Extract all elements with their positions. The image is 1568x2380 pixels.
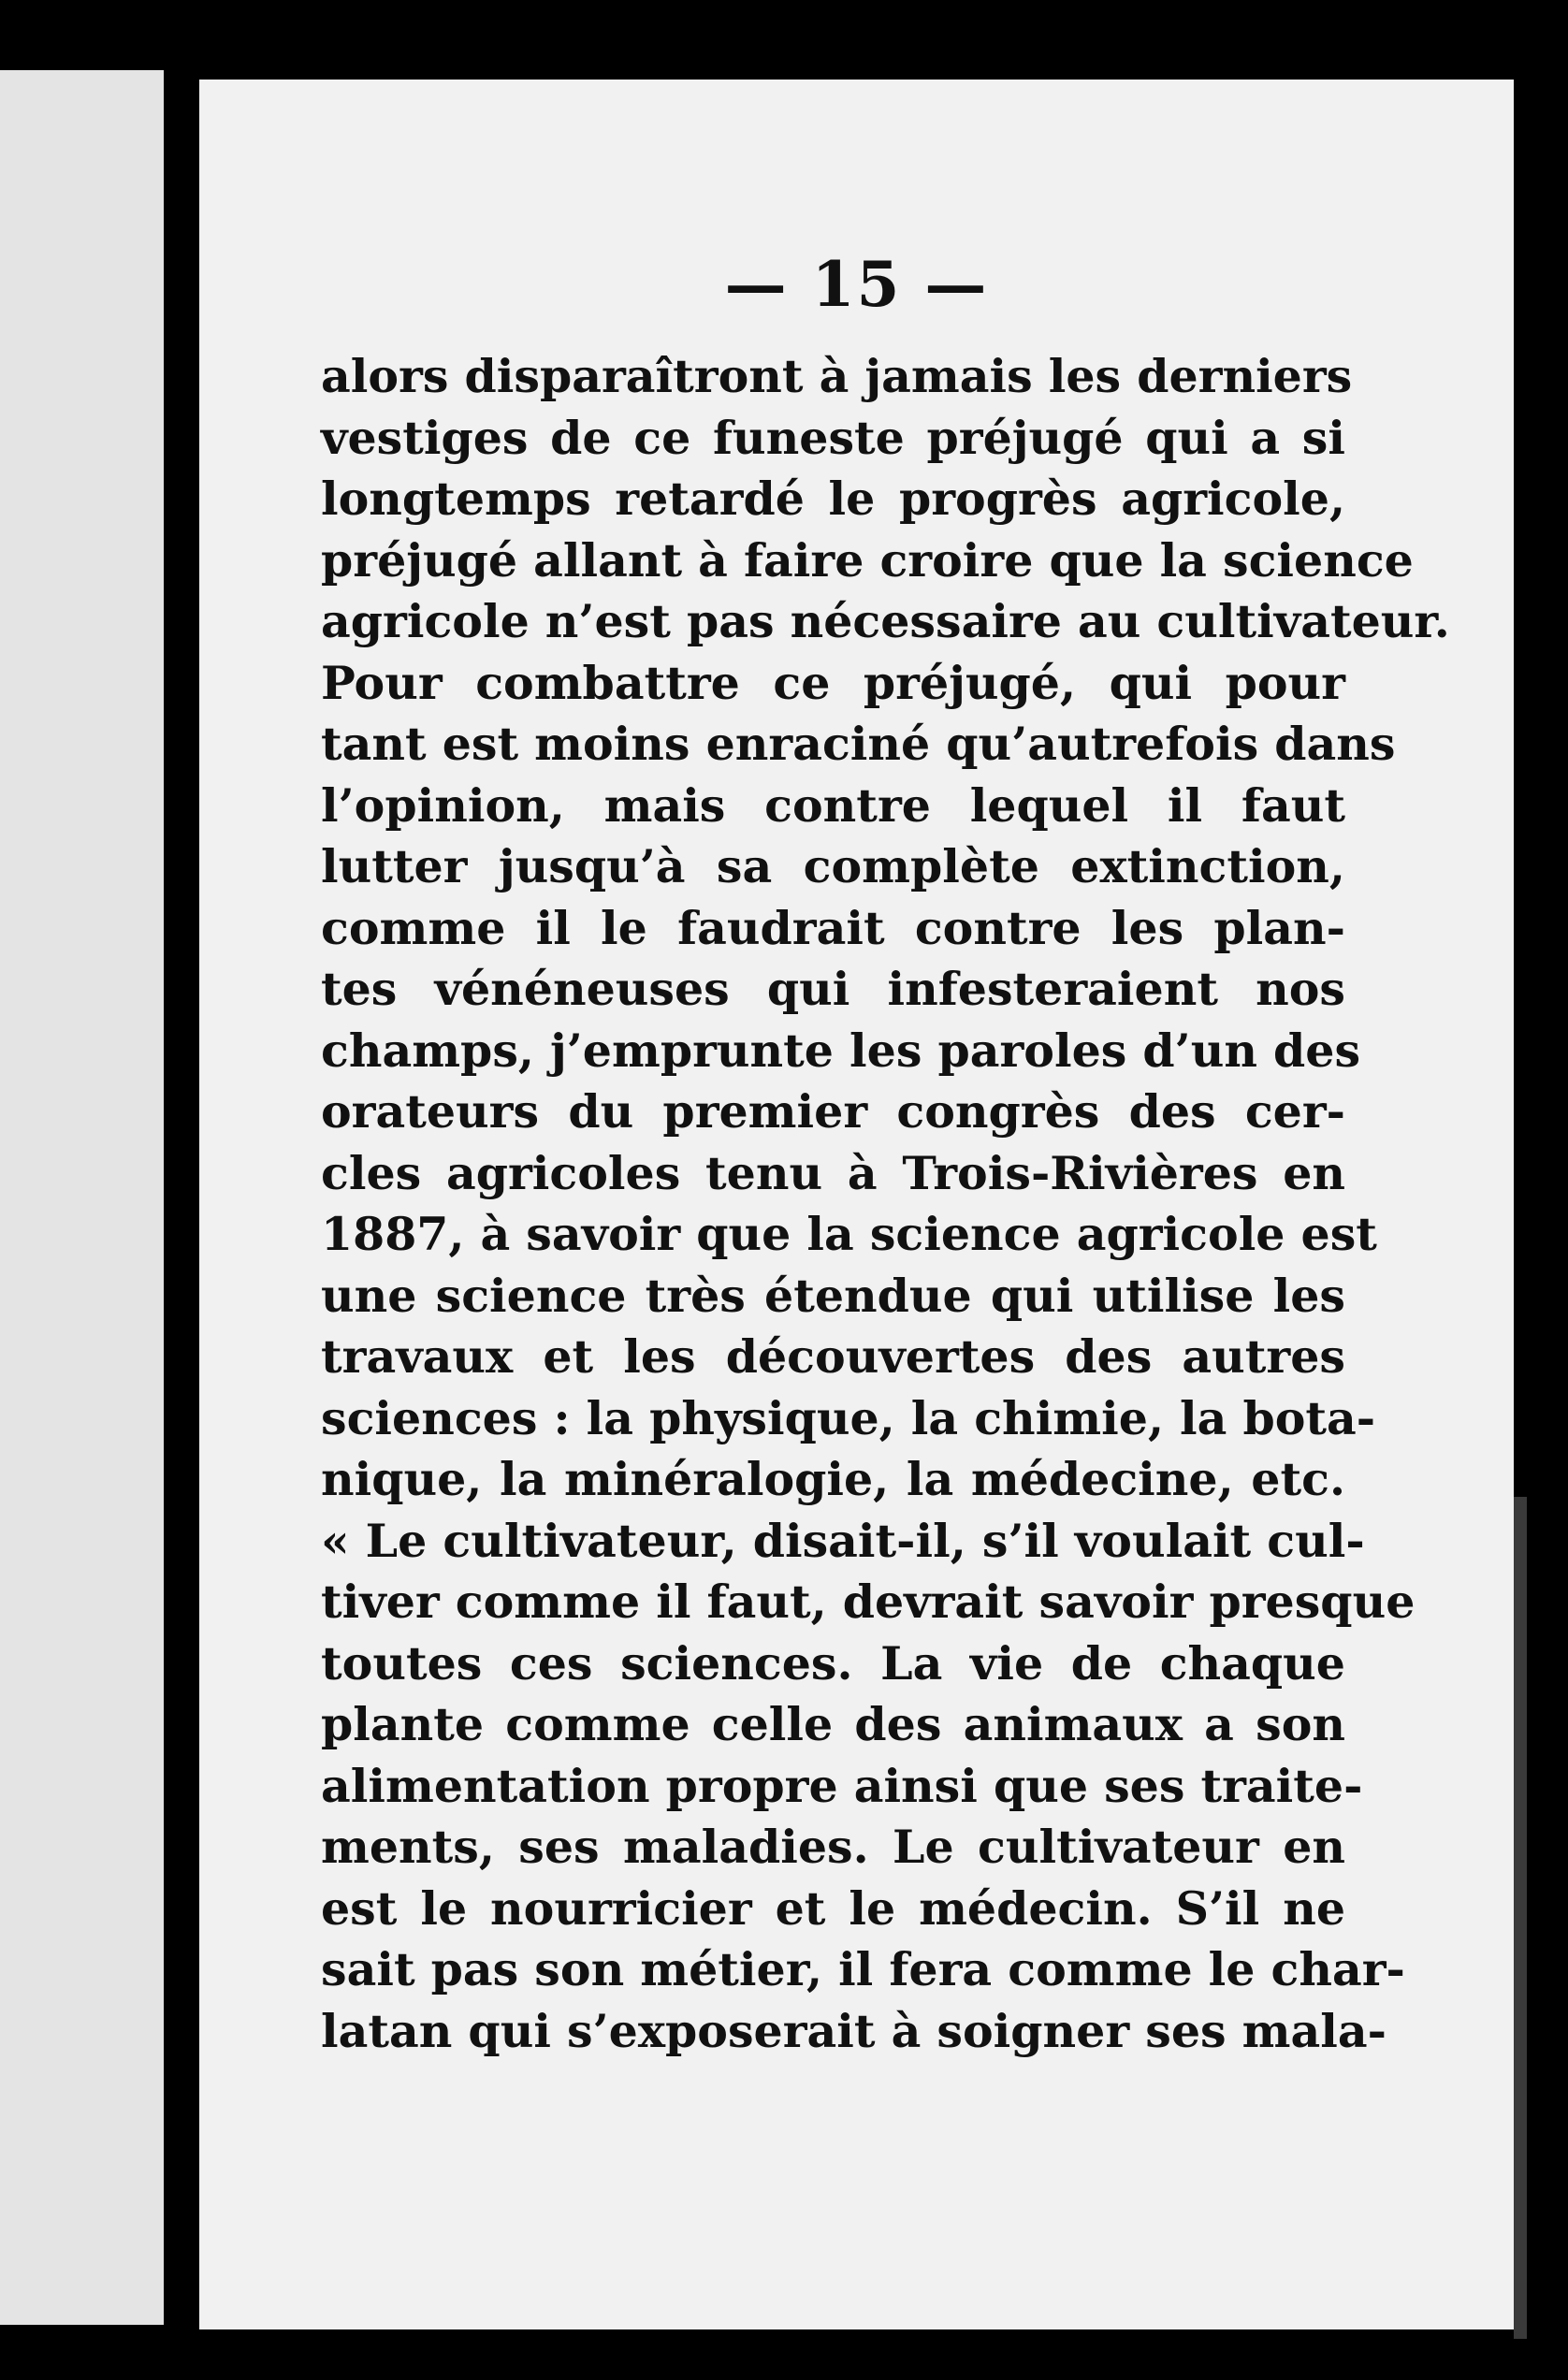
text-line: champs, j’emprunte les paroles d’un des xyxy=(321,1023,1361,1078)
text-line: préjugé allant à faire croire que la science xyxy=(321,532,1414,588)
text-line: alimentation propre ainsi que ses traite- xyxy=(321,1758,1363,1813)
text-line: alors disparaîtront à jamais les derniers xyxy=(321,349,1353,403)
text-line: est le nourricier et le médecin. S’il ne xyxy=(321,1880,1345,1936)
text-line: orateurs du premier congrès des cer- xyxy=(321,1084,1345,1139)
text-line: ments, ses maladies. Le cultivateur en xyxy=(321,1820,1345,1874)
body-text xyxy=(321,346,1450,2062)
text-line: plante comme celle des animaux a son xyxy=(321,1697,1345,1751)
text-line: vestiges de ce funeste préjugé qui a si xyxy=(321,410,1345,465)
text-line: cles agricoles tenu à Trois-Rivières en xyxy=(321,1145,1345,1200)
text-line: lutter jusqu’à sa complète extinction, xyxy=(321,839,1345,893)
text-line: l’opinion, mais contre lequel il faut xyxy=(321,777,1345,833)
page-number: — 15 — xyxy=(724,248,989,321)
text-line: sait pas son métier, il fera comme le char- xyxy=(321,1942,1405,1996)
text-line: Pour combattre ce préjugé, qui pour xyxy=(321,655,1345,710)
text-line: tiver comme il faut, devrait savoir presque xyxy=(321,1575,1416,1629)
text-line: une science très étendue qui utilise les xyxy=(321,1268,1345,1323)
text-line: tes vénéneuses qui infesteraient nos xyxy=(321,962,1345,1016)
text-line: comme il le faudrait contre les plan- xyxy=(321,900,1345,955)
text-line: latan qui s’exposerait à soigner ses mala- xyxy=(321,2003,1387,2058)
text-line: agricole n’est pas nécessaire au cultivateur. xyxy=(321,594,1450,648)
text-line: nique, la minéralogie, la médecine, etc. xyxy=(321,1452,1345,1506)
text-line: 1887, à savoir que la science agricole est xyxy=(321,1207,1377,1261)
text-line: tant est moins enraciné qu’autrefois dans xyxy=(321,717,1396,771)
text-line: travaux et les découvertes des autres xyxy=(321,1329,1345,1384)
text-line: « Le cultivateur, disait-il, s’il voulait cul- xyxy=(321,1513,1365,1568)
page-edge-shadow xyxy=(1514,1497,1527,2339)
book-page xyxy=(199,80,1514,2329)
text-line: longtemps retardé le progrès agricole, xyxy=(321,472,1345,526)
text-line: toutes ces sciences. La vie de chaque xyxy=(321,1635,1345,1691)
adjacent-page-edge xyxy=(0,70,164,2325)
text-line: sciences : la physique, la chimie, la bota- xyxy=(321,1390,1376,1445)
